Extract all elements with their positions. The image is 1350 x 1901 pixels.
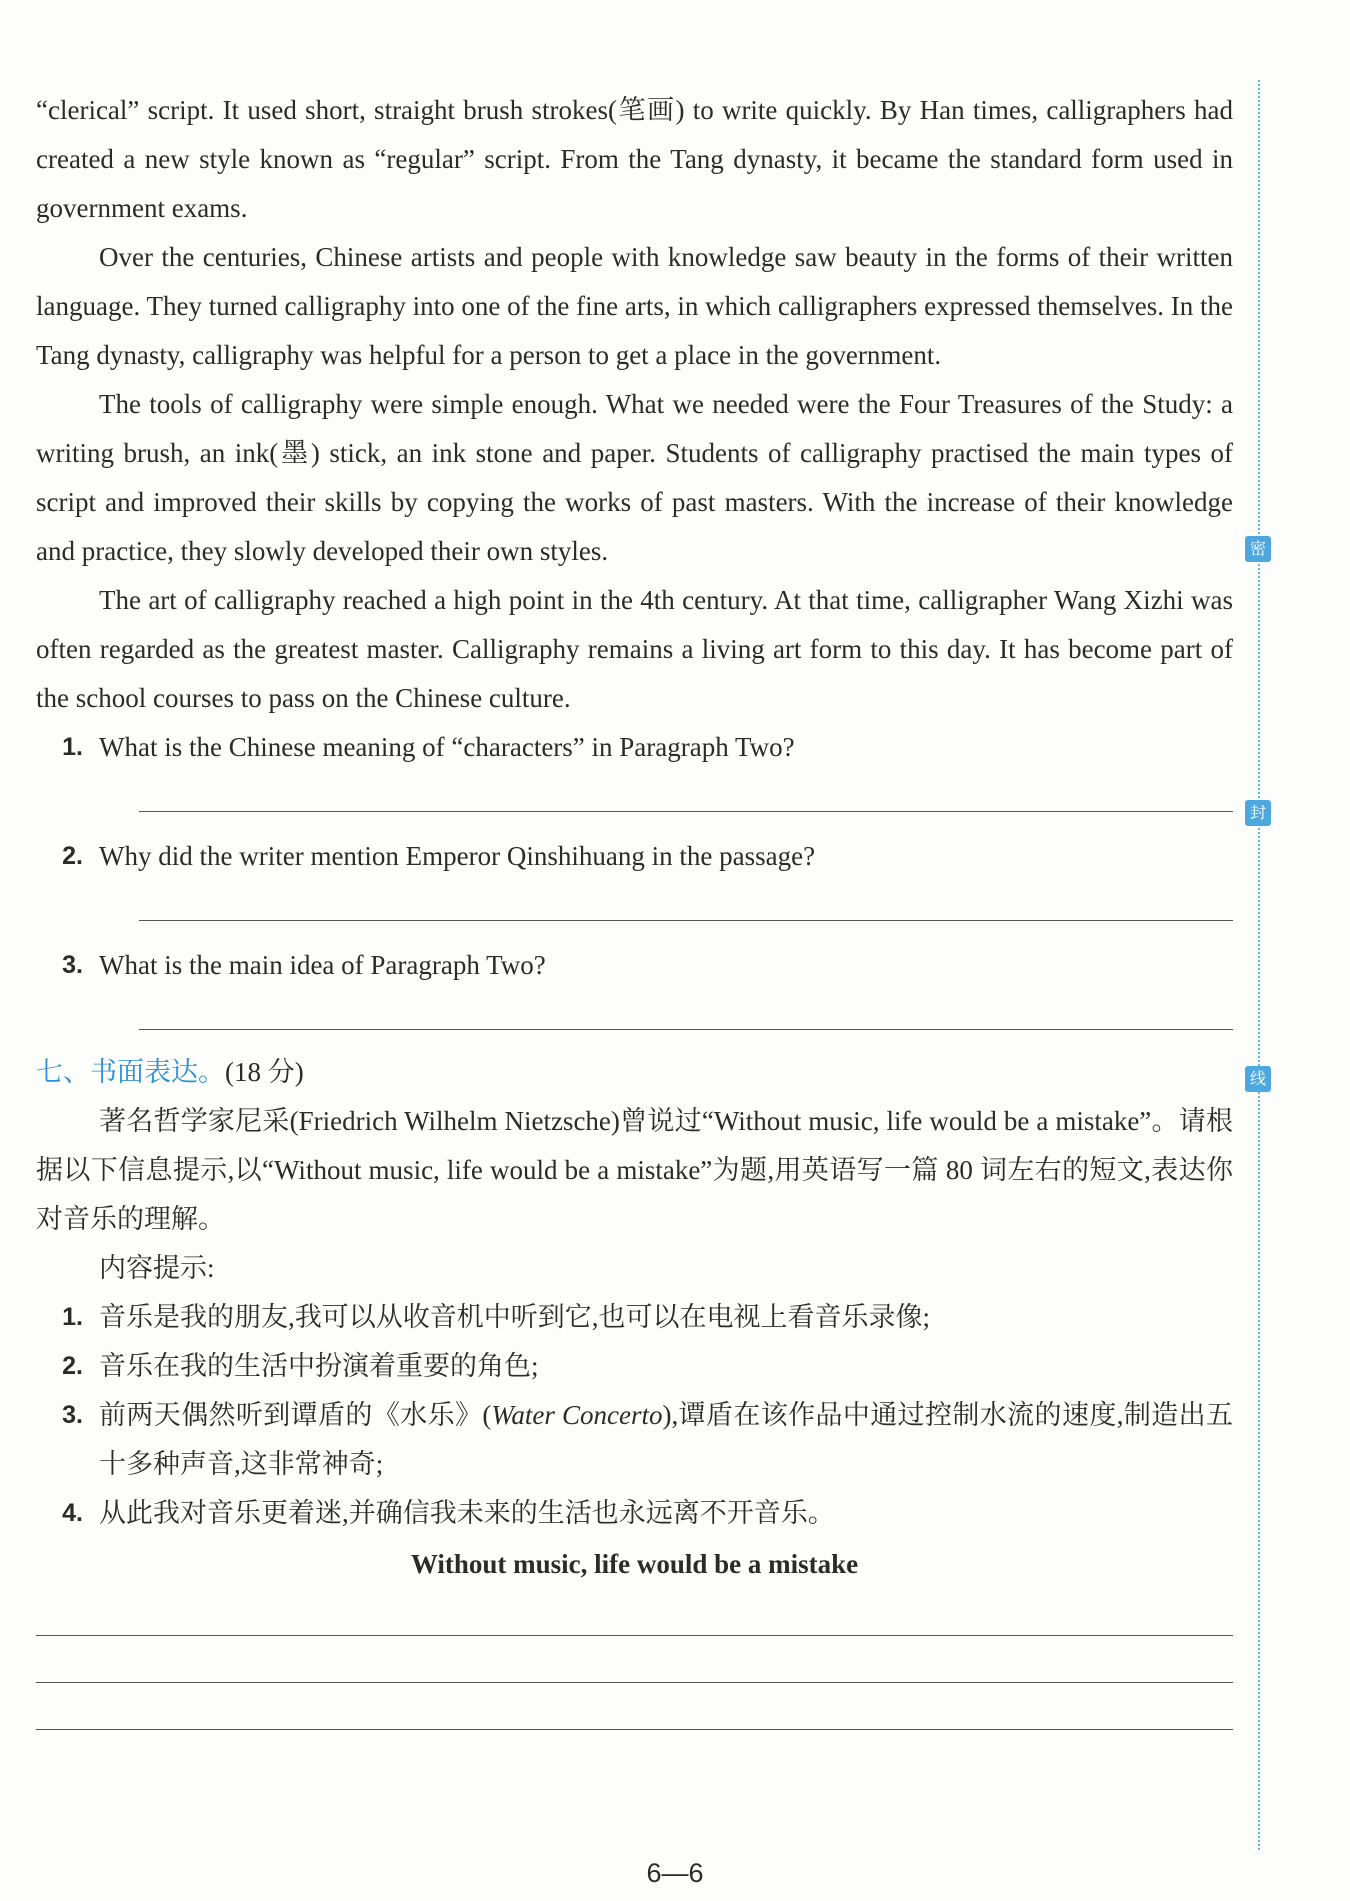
- question-text: Why did the writer mention Emperor Qinshihuang in the passage?: [99, 841, 816, 871]
- hint-item: [36, 1342, 1233, 1391]
- hint-list: [36, 1293, 1233, 1538]
- hint-item: [36, 1391, 1233, 1489]
- question-number: 2.: [62, 842, 83, 870]
- hint-number: 1.: [62, 1303, 83, 1331]
- section-score: (18 分): [225, 1057, 304, 1087]
- binding-mark-seal: 密: [1245, 536, 1271, 562]
- hint-number: 2.: [62, 1352, 83, 1380]
- writing-line[interactable]: [36, 1683, 1233, 1730]
- writing-line[interactable]: [36, 1589, 1233, 1636]
- hint-number: 4.: [62, 1499, 83, 1527]
- writing-line[interactable]: [36, 1636, 1233, 1683]
- hint-text-post: ),谭盾在该作品中通过控制水流的速度,制造出五十多种声音,这非常神奇;: [99, 1400, 1233, 1479]
- binding-mark-close: 封: [1245, 800, 1271, 826]
- section-title: 七、书面表达。: [36, 1057, 225, 1088]
- section-heading: [36, 1048, 1233, 1097]
- question-list: [36, 723, 1233, 1040]
- answer-line-1[interactable]: [139, 762, 1233, 812]
- paragraph-2: Over the centuries, Chinese artists and people with knowledge saw beauty in the forms of their written language. They turned calligraphy into one of the fine arts, in which calligraphers expressed themselves. In the Tang dynasty, calligraphy was helpful for a person to get a place in the government.: [36, 242, 1233, 370]
- paragraph-3: The tools of calligraphy were simple enough. What we needed were the Four Treasures of the Study: a writing brush, an ink(墨) stick, an ink stone and paper. Students of calligraphy practised the main types of script and improved their skills by copying the works of past masters. With the increase of their knowledge and practice, they slowly developed their own styles.: [36, 389, 1233, 566]
- hint-item: [36, 1489, 1233, 1538]
- essay-title: Without music, life would be a mistake: [410, 1549, 859, 1579]
- hint-text: 音乐是我的朋友,我可以从收音机中听到它,也可以在电视上看音乐录像;: [99, 1302, 931, 1332]
- reading-content: [36, 86, 1233, 1730]
- hint-label: 内容提示:: [99, 1253, 215, 1283]
- binding-mark-line: 线: [1245, 1066, 1271, 1092]
- question-number: 3.: [62, 951, 83, 979]
- paragraph-1: “clerical” script. It used short, straight brush strokes(笔画) to write quickly. By Han times, calligraphers had created a new style known as “regular” script. From the Tang dynasty, it became the standard form used in government exams.: [36, 95, 1233, 223]
- hint-text: 从此我对音乐更着迷,并确信我未来的生活也永远离不开音乐。: [99, 1498, 835, 1528]
- hint-text: [99, 1391, 1233, 1489]
- hint-text-pre: 前两天偶然听到谭盾的《水乐》(: [99, 1400, 492, 1430]
- question-text: What is the main idea of Paragraph Two?: [99, 950, 546, 980]
- question-text: What is the Chinese meaning of “characters” in Paragraph Two?: [99, 732, 795, 762]
- hint-item: [36, 1293, 1233, 1342]
- answer-line-2[interactable]: [139, 871, 1233, 921]
- question-number: 1.: [62, 733, 83, 761]
- answer-line-3[interactable]: [139, 980, 1233, 1030]
- paragraph-4: The art of calligraphy reached a high point in the 4th century. At that time, calligrapher Wang Xizhi was often regarded as the greatest master. Calligraphy remains a living art form to this day. It has become part of the school courses to pass on the Chinese culture.: [36, 585, 1233, 713]
- hint-text-italic: Water Concerto: [491, 1400, 663, 1430]
- hint-text: 音乐在我的生活中扮演着重要的角色;: [99, 1351, 539, 1381]
- binding-line: [1258, 80, 1260, 1850]
- writing-instructions: 著名哲学家尼采(Friedrich Wilhelm Nietzsche)曾说过“Without music, life would be a mistake”。请根据以下信息提示,以“Without music, life would be a mistake”为题,用英语写一篇 80 词左右的短文,表达你对音乐的理解。: [36, 1106, 1233, 1234]
- writing-area[interactable]: [36, 1589, 1233, 1730]
- page-number: 6—6: [646, 1858, 704, 1888]
- hint-number: 3.: [62, 1401, 83, 1429]
